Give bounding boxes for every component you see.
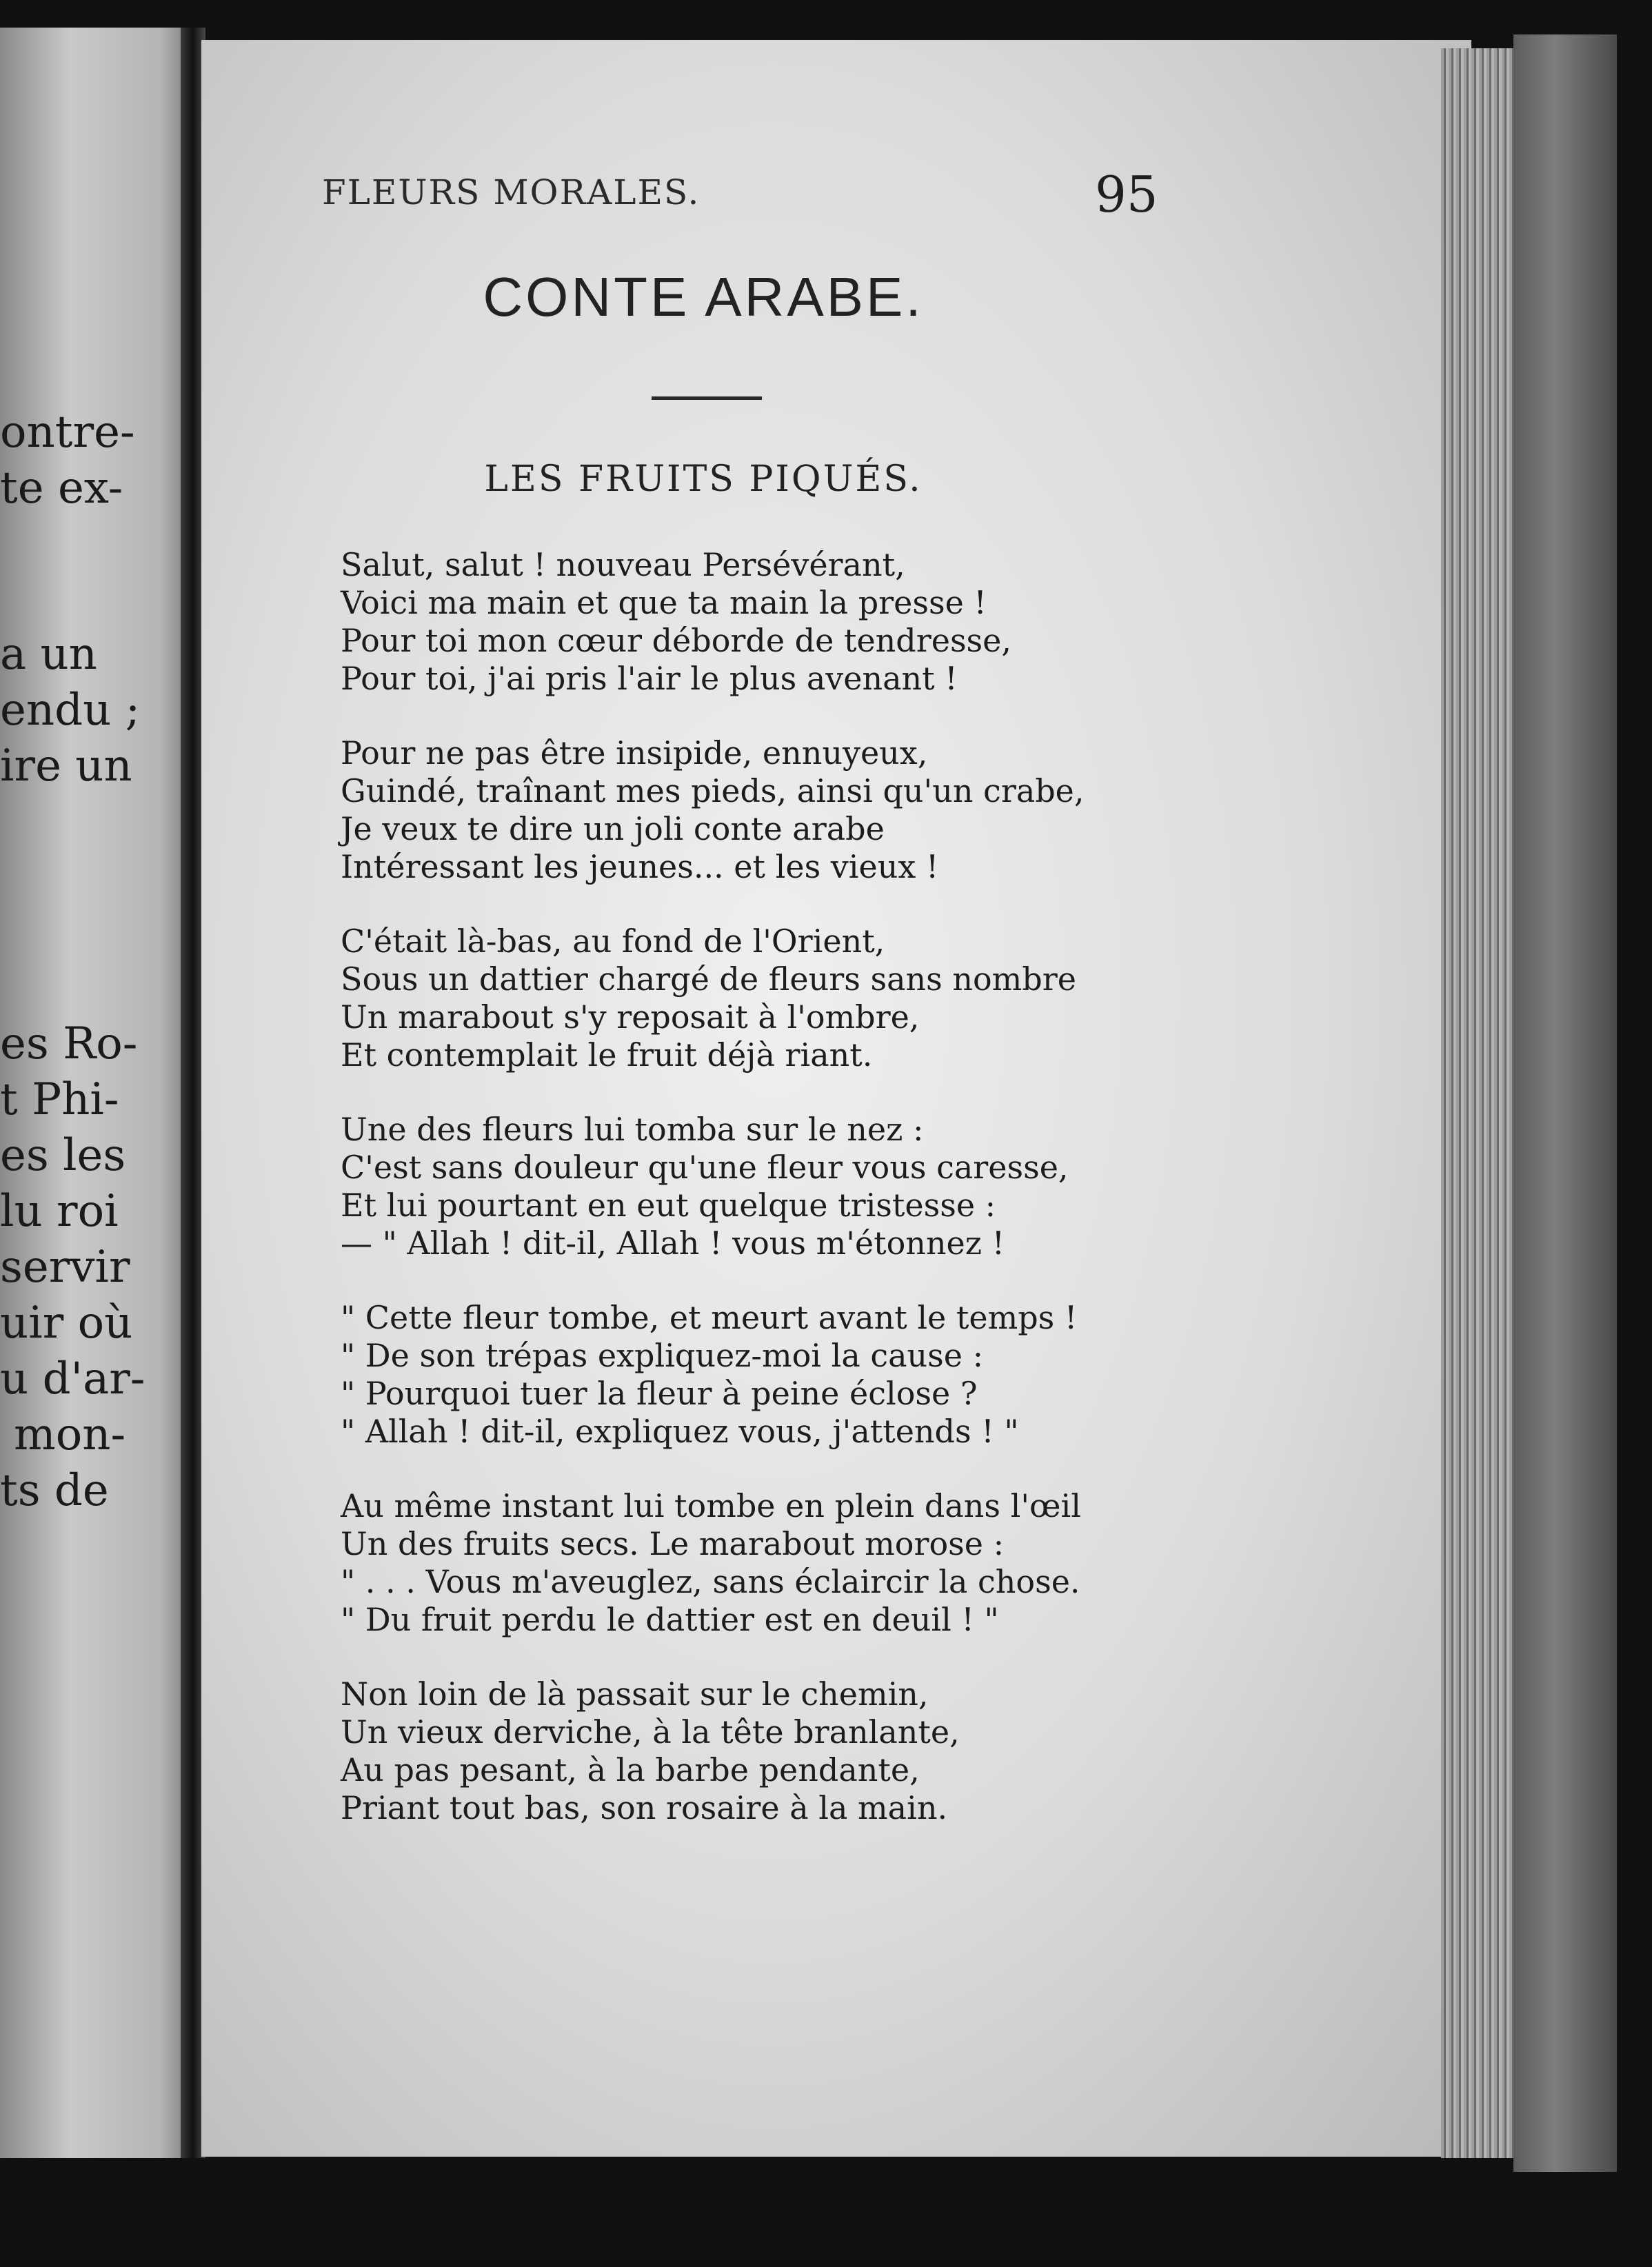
verse-line: " . . . Vous m'aveuglez, sans éclaircir la chose. (341, 1563, 1080, 1600)
left-fragment: ontre- (0, 407, 135, 458)
verse-line: Un vieux derviche, à la tête branlante, (341, 1713, 960, 1751)
verse-line: Pour toi, j'ai pris l'air le plus avenant ! (341, 660, 958, 697)
verse-line: Une des fleurs lui tomba sur le nez : (341, 1111, 924, 1148)
stanza (341, 1675, 1444, 1827)
left-fragment: ts de (0, 1465, 109, 1516)
running-head: FLEURS MORALES. (322, 172, 701, 212)
verse-line: Non loin de là passait sur le chemin, (341, 1675, 929, 1713)
left-fragment: u d'ar- (0, 1353, 145, 1404)
verse-line: " Pourquoi tuer la fleur à peine éclose ? (341, 1375, 978, 1412)
stanza (341, 546, 1444, 698)
stanza (341, 923, 1444, 1074)
left-fragment: lu roi (0, 1186, 119, 1237)
verse-line: " De son trépas expliquez-moi la cause : (341, 1337, 984, 1374)
verse-line: C'est sans douleur qu'une fleur vous caresse, (341, 1149, 1069, 1186)
verse-line: Pour toi mon cœur déborde de tendresse, (341, 622, 1012, 659)
poem-subtitle: LES FRUITS PIQUÉS. (484, 459, 923, 500)
title-rule (652, 396, 762, 400)
verse-line: Guindé, traînant mes pieds, ainsi qu'un crabe, (341, 772, 1085, 809)
verse-line: Intéressant les jeunes... et les vieux ! (341, 848, 939, 885)
left-fragment: es les (0, 1130, 126, 1181)
book-cover (1513, 34, 1617, 2172)
poem-body (341, 546, 1444, 1864)
left-fragment: ire un (0, 740, 132, 792)
stanza (341, 1111, 1444, 1262)
stanza (341, 1299, 1444, 1451)
verse-line: Priant tout bas, son rosaire à la main. (341, 1789, 948, 1826)
verse-line: Au même instant lui tombe en plein dans l'œil (341, 1487, 1081, 1524)
left-page (0, 28, 200, 2158)
stanza (341, 734, 1444, 886)
verse-line: C'était là-bas, au fond de l'Orient, (341, 923, 885, 960)
verse-line: Salut, salut ! nouveau Persévérant, (341, 546, 905, 583)
verse-line: Et contemplait le fruit déjà riant. (341, 1036, 873, 1074)
verse-line: Sous un dattier chargé de fleurs sans nombre (341, 960, 1076, 998)
verse-line: Je veux te dire un joli conte arabe (341, 810, 885, 847)
page-number: 95 (1095, 165, 1158, 223)
left-fragment: a un (0, 629, 97, 680)
verse-line: " Cette fleur tombe, et meurt avant le temps ! (341, 1299, 1078, 1336)
left-fragment: mon- (14, 1409, 126, 1460)
verse-line: Pour ne pas être insipide, ennuyeux, (341, 734, 928, 772)
left-fragment: es Ro- (0, 1018, 138, 1069)
left-fragment: endu ; (0, 685, 141, 736)
verse-line: Au pas pesant, à la barbe pendante, (341, 1751, 920, 1789)
verse-line: — " Allah ! dit-il, Allah ! vous m'étonnez ! (341, 1225, 1005, 1262)
verse-line: " Du fruit perdu le dattier est en deuil ! " (341, 1601, 999, 1638)
verse-line: Un des fruits secs. Le marabout morose : (341, 1525, 1005, 1562)
poem-title: CONTE ARABE. (483, 266, 924, 328)
verse-line: Un marabout s'y reposait à l'ombre, (341, 998, 920, 1036)
left-fragment: t Phi- (0, 1074, 119, 1125)
verse-line: Et lui pourtant en eut quelque tristesse : (341, 1187, 996, 1224)
left-fragment: uir où (0, 1298, 133, 1349)
verse-line: Voici ma main et que ta main la presse ! (341, 584, 987, 621)
page-edges (1441, 48, 1517, 2158)
verse-line: " Allah ! dit-il, expliquez vous, j'attends ! " (341, 1413, 1019, 1450)
stanza (341, 1487, 1444, 1639)
left-fragment: te ex- (0, 463, 123, 514)
left-fragment: servir (0, 1242, 130, 1293)
